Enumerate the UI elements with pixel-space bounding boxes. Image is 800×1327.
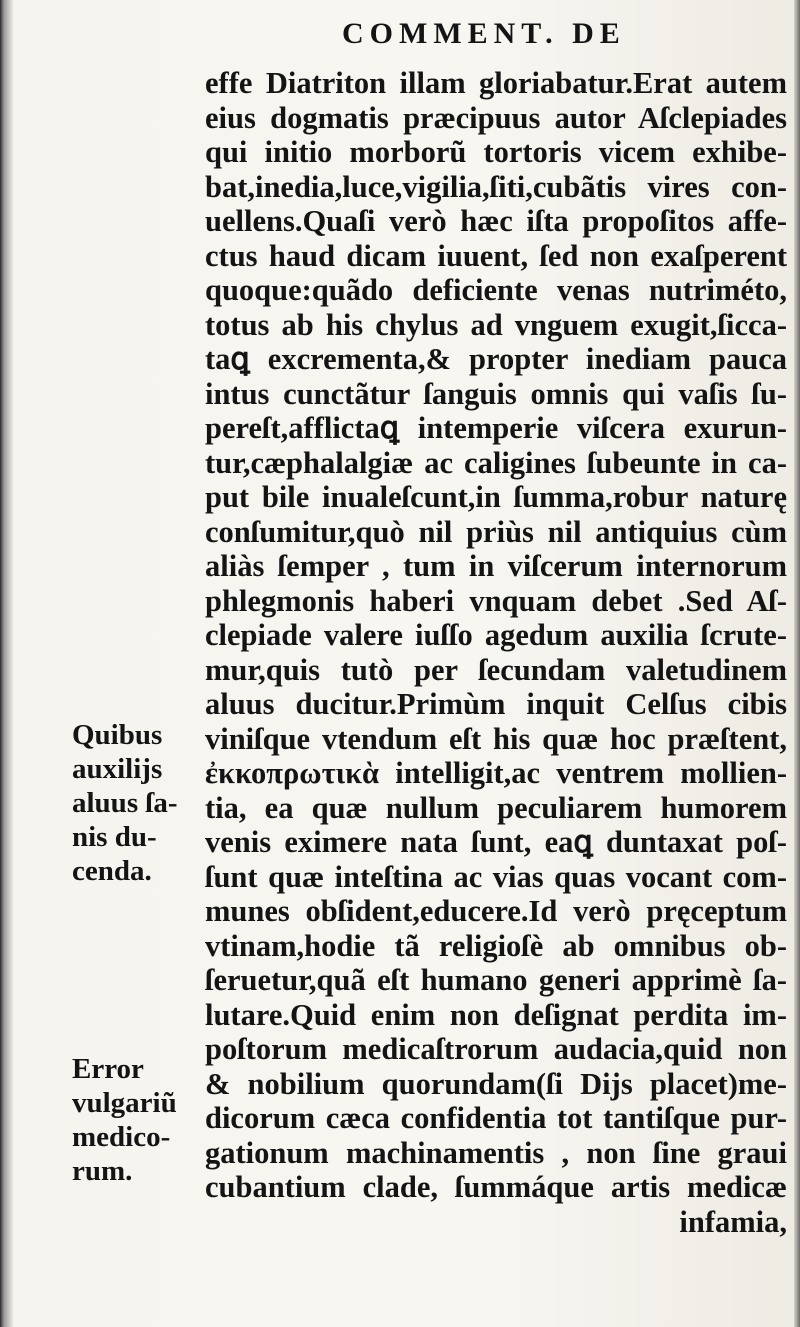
text-line: venis eximere nata ſunt, eaꝗ duntaxat poſ-: [205, 825, 787, 859]
text-line: uellens.Quaſi verò hæc iſta propoſitos affe-: [205, 204, 787, 238]
margin-note-line: Error: [72, 1053, 144, 1085]
text-line: ctus haud dicam iuuent, ſed non exaſperent: [205, 238, 787, 273]
margin-note-line: vulgariũ: [72, 1087, 177, 1119]
text-line: clepiade valere iuſſo agedum auxilia ſcrute-: [205, 618, 787, 652]
margin-note-error: [72, 1052, 204, 1188]
text-line: cubantium clade, ſummáque artis medicæ: [205, 1170, 787, 1204]
text-line: mur,quis tutò per ſecundam valetudinem: [205, 652, 787, 687]
text-line: & nobilium quorundam(ſi Dijs placet)me-: [205, 1066, 787, 1101]
text-line: ſeruetur,quã eſt humano generi apprimè ſa-: [205, 963, 787, 997]
text-line: dicorum cæca confidentia tot tantiſque pur-: [205, 1101, 787, 1135]
text-line: infamia,: [679, 1204, 787, 1239]
page-edge-shadow: [794, 0, 800, 1327]
text-line: qui initio morborũ tortoris vicem exhibe-: [205, 135, 787, 169]
text-line: phlegmonis haberi vnquam debet .Sed Aſ-: [205, 583, 787, 618]
margin-note-laxatives: [72, 718, 204, 888]
text-line: put bile inualeſcunt,in ſumma,robur naturę: [205, 480, 787, 514]
text-line: lutare.Quid enim non deſignat perdita im-: [205, 997, 787, 1032]
body-text: [205, 66, 787, 1239]
text-line: intus cunctãtur ſanguis omnis qui vaſis ſu-: [205, 376, 787, 411]
text-line: effe Diatriton illam gloriabatur.Erat autem: [205, 66, 787, 100]
margin-note-line: rum.: [72, 1155, 133, 1187]
text-line: tur,cæphalalgiæ ac caligines ſubeunte in ca-: [205, 445, 787, 480]
text-line: bat,inedia,luce,vigilia,ſiti,cubãtis vires con-: [205, 169, 787, 204]
text-line: vtinam,hodie tã religioſè ab omnibus ob-: [205, 928, 787, 963]
text-line: gationum machinamentis , non ſine graui: [205, 1135, 787, 1170]
margin-note-line: auxilijs: [72, 753, 163, 785]
text-line: munes obſident,educere.Id verò pręceptum: [205, 894, 787, 928]
margin-note-line: nis du-: [72, 821, 157, 853]
text-line: eius dogmatis præcipuus autor Aſclepiades: [205, 100, 787, 135]
text-line: quoque:quãdo deficiente venas nutriméto,: [205, 273, 787, 307]
margin-note-line: Quibus: [72, 719, 163, 751]
margin-note-line: aluus ſa-: [72, 787, 178, 819]
text-line: poſtorum medicaſtrorum audacia,quid non: [205, 1032, 787, 1066]
text-line: tia, ea quæ nullum peculiarem humorem: [205, 790, 787, 825]
text-line: viniſque vtendum eſt his quæ hoc præſtent,: [205, 721, 787, 756]
margin-note-line: cenda.: [72, 855, 152, 887]
text-line: conſumitur,quò nil priùs nil antiquius cùm: [205, 514, 787, 549]
running-head: COMMENT. DE: [342, 17, 626, 50]
text-line: ſunt quæ inteſtina ac vias quas vocant com-: [205, 859, 787, 894]
text-line: ἐκκοπρωτικὰ intelligit,ac ventrem mollien-: [205, 756, 787, 790]
text-line: aluus ducitur.Primùm inquit Celſus cibis: [205, 687, 787, 721]
text-line: totus ab his chylus ad vnguem exugit,ſicca-: [205, 307, 787, 342]
text-line: taꝗ excrementa,& propter inediam pauca: [205, 342, 787, 376]
margin-note-line: medico-: [72, 1121, 171, 1153]
text-line: pereſt,afflictaꝗ intemperie viſcera exurun-: [205, 411, 787, 445]
text-line: aliàs ſemper , tum in viſcerum internorum: [205, 549, 787, 583]
